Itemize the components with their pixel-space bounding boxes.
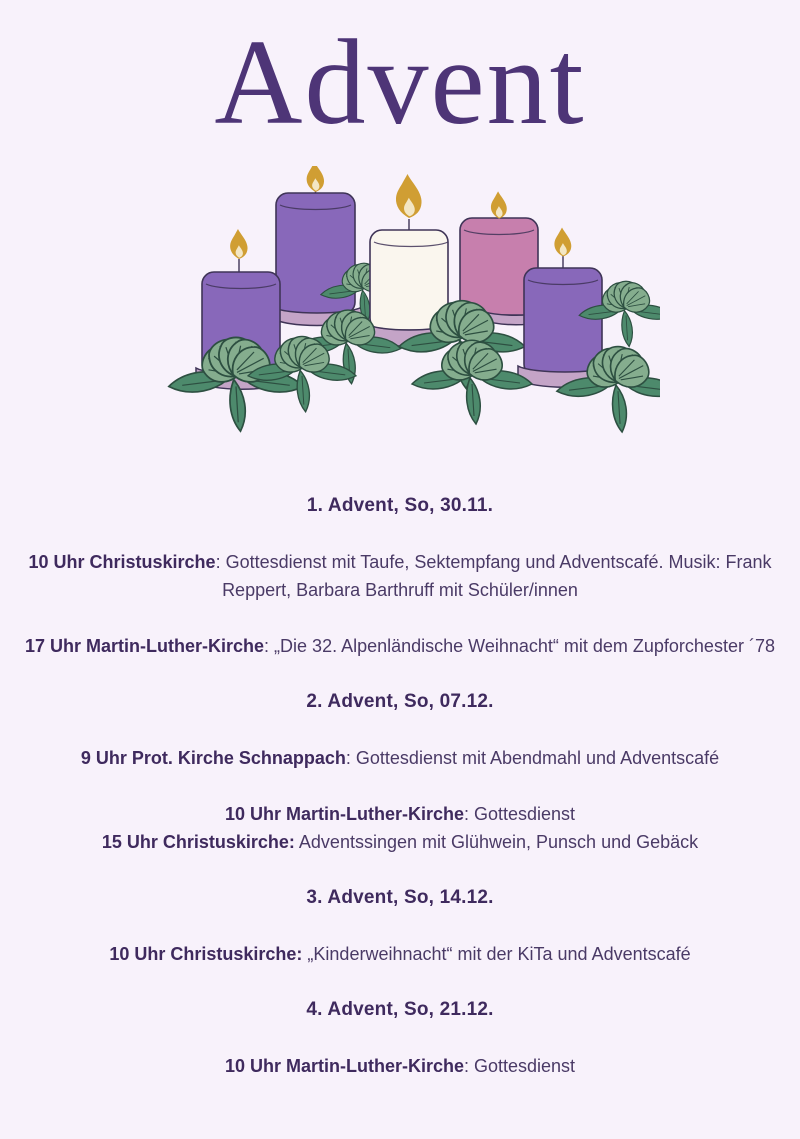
white-candle <box>370 174 448 330</box>
schedule-event <box>14 632 786 660</box>
schedule-event <box>14 800 786 828</box>
advent-candles-svg <box>140 166 660 434</box>
schedule-event <box>14 548 786 604</box>
page-title: Advent <box>214 15 586 150</box>
advent-poster <box>0 8 800 1139</box>
flame-icon <box>230 229 247 259</box>
schedule-event <box>14 828 786 856</box>
schedule <box>0 492 800 1080</box>
flame-icon <box>307 166 324 192</box>
event-description: : Gottesdienst mit Taufe, Sektempfang und Adventscafé. Musik: Frank Reppert, Barbara Barthruff mit Schüler/innen <box>215 552 772 600</box>
event-description: Adventssingen mit Glühwein, Punsch und Gebäck <box>294 832 699 852</box>
event-time-location: 10 Uhr Martin-Luther-Kirche <box>224 804 464 824</box>
event-time-location: 15 Uhr Christuskirche: <box>101 832 295 852</box>
event-time-location: 9 Uhr Prot. Kirche Schnappach <box>80 748 346 768</box>
event-time-location: 17 Uhr Martin-Luther-Kirche <box>25 636 265 656</box>
schedule-event <box>14 744 786 772</box>
schedule-heading-advent-4: 4. Advent, So, 21.12. <box>306 999 494 1020</box>
schedule-event <box>14 1052 786 1080</box>
flame-icon <box>396 174 422 218</box>
event-description: „Kinderweihnacht“ mit der KiTa und Adventscafé <box>302 944 691 964</box>
schedule-heading-advent-2: 2. Advent, So, 07.12. <box>306 691 494 712</box>
event-description: : Gottesdienst <box>463 804 576 824</box>
schedule-heading-advent-3: 3. Advent, So, 14.12. <box>306 887 494 908</box>
advent-candles-illustration <box>140 166 660 434</box>
event-time-location: 10 Uhr Christuskirche: <box>109 944 303 964</box>
schedule-heading-advent-1: 1. Advent, So, 30.11. <box>306 495 494 516</box>
event-time-location: 10 Uhr Christuskirche <box>28 552 216 572</box>
event-time-location: 10 Uhr Martin-Luther-Kirche <box>224 1056 464 1076</box>
flame-icon <box>554 227 571 256</box>
event-description: : „Die 32. Alpenländische Weihnacht“ mit dem Zupforchester ´78 <box>264 636 775 656</box>
flame-icon <box>491 191 507 218</box>
event-description: : Gottesdienst mit Abendmahl und Adventscafé <box>345 748 720 768</box>
schedule-event <box>14 940 786 968</box>
event-description: : Gottesdienst <box>463 1056 576 1076</box>
